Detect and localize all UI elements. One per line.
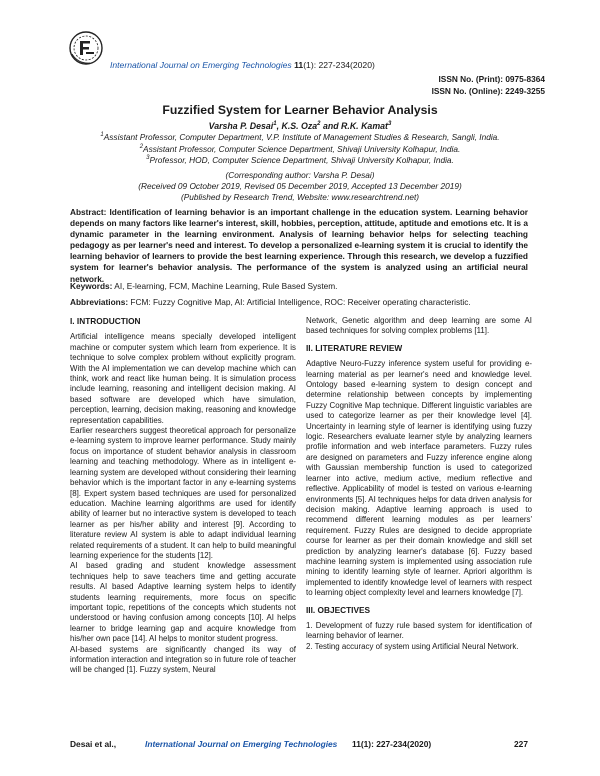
keywords-text: AI, E-learning, FCM, Machine Learning, Rule Based System. [114, 281, 338, 291]
paper-title: Fuzzified System for Learner Behavior Analysis [162, 103, 438, 117]
abbreviations-text: FCM: Fuzzy Cognitive Map, AI: Artificial Intelligence, ROC: Receiver operating characteristic. [130, 297, 471, 307]
abstract-text: Identification of learning behavior is an important challenge in the education system. Learning behavior depends on many factors like learner's interest, skill, hobbies, perception, attitude, aptitude and emotions etc. It is a dynamic parameter in the learning environment. Analysis of learning behavior helps for selecting teaching pedagogy as per learner's need and interest. To develop a personalized e-learning system it is crucial to identify the learning behavior of learners to provide the best learning experience. Through this research, we develop a fuzzified system for learner's behavior analysis. The performance of the system is analyzed using an artificial neural network. [70, 207, 528, 284]
affiliation-text: Professor, HOD, Computer Science Department, Shivaji University Kolhapur, India. [149, 155, 454, 165]
paragraph: Artificial intelligence means specially developed intelligent machine or computer system which learn from experience. It is technique to solve complex problem without explicitly program. With the AI implementation we can develop machine which can think, work and react like human being. It is simulation process include learning, reasoning and intelligent decision making. AI based software are developed which have simulation, perception, learning, decision making, reasoning and knowledge representation capabilities. [70, 332, 296, 425]
journal-volume: 11 [294, 60, 304, 70]
objective-item: 2. Testing accuracy of system using Artificial Neural Network. [306, 641, 519, 651]
issn-online: ISSN No. (Online): 2249-3255 [431, 86, 545, 96]
paragraph: Adaptive Neuro-Fuzzy inference system useful for providing e-learning material as per learner's need and knowledge level. Ontology based e-learning system to design concept and determine relationship between concepts by implementing Fuzzy Cognitive Map technique. Different linguistic variables are used to categorize learner as per their knowledge level [4]. Uncertainty in learning style of learner is identifying using fuzzy logic. Researchers evaluate learner style by analyzing learners profile information and web interface parameters. Fuzzy rules are designed on parameters and Fuzzy inference engine along with Gaussian membership function is used to categorized learner into active, medium active, medium reflective and reflective. Applicability of model is tested on various e-learning environments [5]. AI techniques helps for data driven analysis for decision making. Adaptive learning approach is used to recommend different learning modules as per learners' requirement. Fuzzy Rules are designed to decide appropriate course for learner as per their domain knowledge and skill set prediction by analyzing learner's database [6]. Fuzzy based machine learning system is implemented using association rule mining to identify learning style of learner. Apriori algorithm is implemented to identify knowledge level of learners with respect to learning object complexity level and learners knowledge [7]. [306, 359, 532, 598]
footer-journal: International Journal on Emerging Technologies [145, 739, 338, 749]
objective-item: 1. Development of fuzzy rule based system for identification of learning behavior of learner. [306, 620, 532, 641]
received-dates: (Received 09 October 2019, Revised 05 December 2019, Accepted 13 December 2019) [138, 181, 462, 191]
author-separator: , [276, 121, 282, 131]
keywords [70, 281, 528, 292]
affiliation [0, 132, 600, 142]
author-name: Varsha P. Desai [208, 121, 274, 131]
publisher-line: (Published by Research Trend, Website: www.researchtrend.net) [180, 192, 420, 202]
journal-logo-icon [68, 30, 104, 66]
paragraph: AI-based systems are significantly changed its way of information interaction and integration so in future role of teacher will be changed [1]. Fuzzy system, Neural [70, 644, 296, 675]
abstract-label: Abstract: [70, 207, 107, 217]
affiliation [0, 144, 600, 154]
section-heading-introduction: I. INTRODUCTION [70, 316, 141, 326]
affiliation-text: Assistant Professor, Computer Science Department, Shivaji University Kolhapur, India. [143, 144, 461, 154]
author-name: R.K. Kamat [341, 121, 388, 131]
paragraph: Earlier researchers suggest theoretical approach for personalize e-learning system to improve learner performance. Study mainly focus on importance of student behavior analysis in classroom learning and teaching methodology. Where as in intelligent e-learning system are developed without considering their learning behavior which is the important factor in any e-learning systems [8]. Expert system based techniques are used for personalized education. Machine learning algorithms are used for identify ability of learner but no interactive system is developed to teach learner as per his/her ability and interest [9]. According to literature review AI system is able to adapt individual learning related requirements of a student. It can help to build meaningful learning experience for the students [12]. [70, 426, 296, 560]
keywords-label: Keywords: [70, 281, 113, 291]
footer-volume: 11(1): 227-234(2020) [352, 739, 432, 749]
right-column [306, 316, 532, 652]
affiliation [0, 155, 600, 165]
corresponding-author: (Corresponding author: Varsha P. Desai) [225, 170, 375, 180]
journal-issue-pages: (1): 227-234(2020) [303, 60, 375, 70]
section-heading-literature-review: II. LITERATURE REVIEW [306, 342, 403, 353]
affiliation-mark: 2 [139, 144, 144, 151]
page-number: 227 [514, 739, 528, 749]
abbreviations [70, 297, 528, 308]
affiliation-mark: 3 [146, 155, 150, 162]
author-name: K.S. Oza [281, 121, 318, 131]
paragraph: Network, Genetic algorithm and deep learning are some AI based techniques for solving complex problems [11]. [306, 316, 532, 336]
section-heading-objectives: III. OBJECTIVES [306, 604, 371, 615]
issn-print: ISSN No. (Print): 0975-8364 [438, 74, 545, 84]
footer-authors: Desai et al., [70, 739, 117, 749]
author-list [0, 121, 600, 131]
journal-citation-header [110, 60, 375, 70]
author-separator: and [320, 121, 342, 131]
left-column [70, 314, 296, 676]
paragraph: AI based grading and student knowledge assessment techniques help to save teachers time and getting accurate results. AI based Adaptive learning system helps to identify students learning requirements, more focus on specific important topic, repetitions of the concepts which students not understood or having confusion among concepts [10]. AI helps learner to bridge learning gap and acquire knowledge from his/her own pace [14]. AI helps to monitor student progress. [70, 561, 296, 644]
author-mark: 1 [273, 121, 277, 128]
affiliation-mark: 1 [100, 132, 104, 139]
affiliation-text: Assistant Professor, Computer Department, V.P. Institute of Management Studies & Research, Sangli, India. [103, 132, 500, 142]
author-mark: 2 [317, 121, 321, 128]
abstract [70, 207, 528, 285]
abbreviations-label: Abbreviations: [70, 297, 129, 307]
author-mark: 3 [387, 121, 392, 128]
journal-name: International Journal on Emerging Technologies [110, 60, 292, 70]
